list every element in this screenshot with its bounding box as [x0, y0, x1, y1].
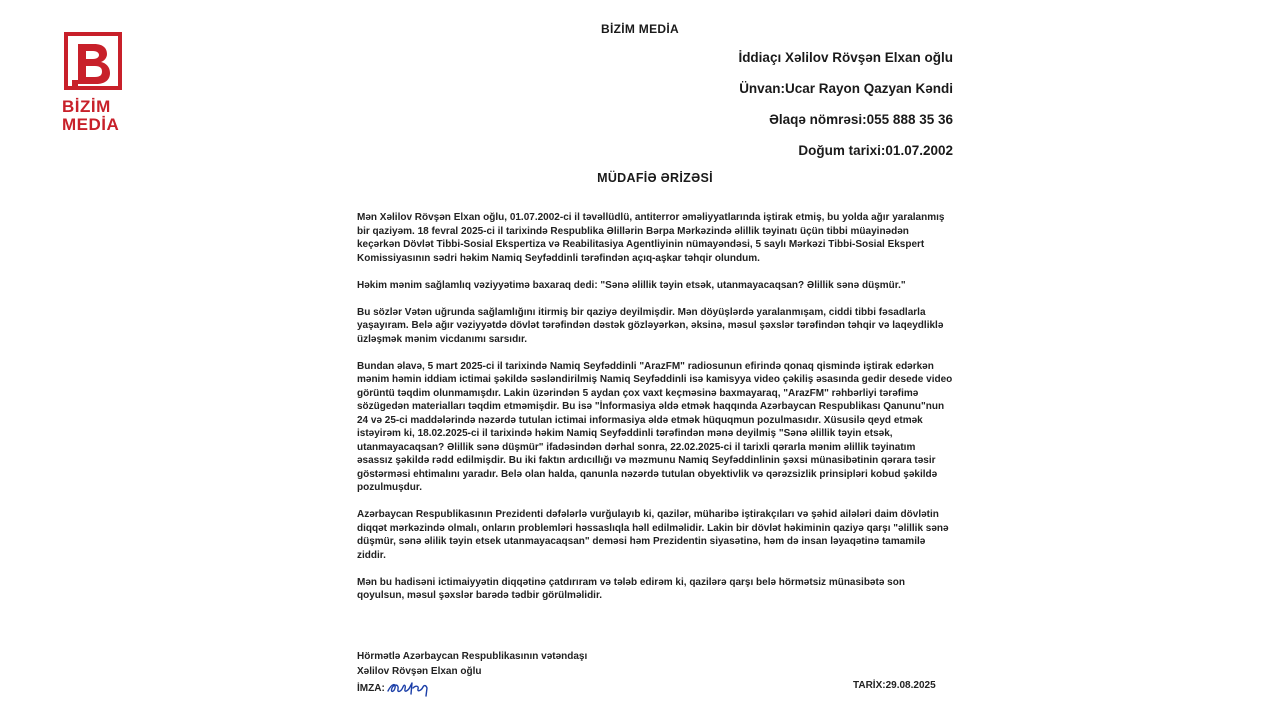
body-paragraph: Azərbaycan Respublikasının Prezidenti dəfələrlə vurğulayıb ki, qazilər, müharibə iştirakçıları və şəhid ailələri daim dövlətin diqqət mərkəzində olmalı, onların problemləri həssaslıqla həll edilməlidir. Lakin bir dövlət həkiminin qaziyə qarşı "əlillik sənə düşmür, sənə əlilik təyin etsek utanmayacaqsan" deməsi həm Prezidentin siyasətinə, həm də insan ləyaqətinə tamamilə ziddir. — [357, 509, 949, 561]
bizim-media-logo — [62, 32, 126, 134]
document-body — [357, 211, 953, 603]
body-paragraph: Mən Xəlilov Rövşən Elxan oğlu, 01.07.2002-ci il təvəllüdlü, antiterror əməliyyatlarında iştirak etmiş, bu yolda ağır yaralanmış bir qaziyəm. 18 fevral 2025-ci il tarixində Respublika Əlillərin Bərpa Mərkəzində əlillik təyinatı üçün tibbi müayinədən keçərkən Dövlət Tibbi-Sosial Ekspertiza və Reabilitasiya Agentliyinin nümayəndəsi, 5 saylı Mərkəzi Tibbi-Sosial Ekspert Komissiyasının sədri həkim Namiq Seyfəddinli tərəfindən açıq-aşkar təhqir olundum. — [357, 212, 945, 264]
body-paragraph: Həkim mənim sağlamlıq vəziyyətimə baxaraq dedi: "Sənə əlillik təyin etsək, utanmayacaqsan? Əlillik sənə düşmür." — [357, 279, 906, 291]
plaintiff-birthdate: Doğum tarixi:01.07.2002 — [798, 143, 953, 158]
document-date: TARİX:29.08.2025 — [853, 680, 936, 691]
document-title: MÜDAFİƏ ƏRİZƏSİ — [597, 171, 713, 185]
handwritten-signature — [386, 679, 430, 697]
signature-label: İMZA: — [357, 682, 385, 694]
body-paragraph: Mən bu hadisəni ictimaiyyətin diqqətinə çatdırıram və tələb edirəm ki, qazilərə qarşı belə hörmətsiz münasibətə son qoyulsun, məsul şəxslər barədə tədbir görülməlidir. — [357, 576, 905, 601]
closing-salutation: Hörmətlə Azərbaycan Respublikasının vətəndaşı — [357, 651, 588, 662]
logo-line2: MEDİA — [62, 115, 120, 134]
document-header-brand: BİZİM MEDİA — [601, 22, 679, 36]
plaintiff-address: Ünvan:Ucar Rayon Qazyan Kəndi — [739, 81, 953, 96]
plaintiff-phone: Əlaqə nömrəsi:055 888 35 36 — [769, 112, 953, 127]
closing-name: Xəlilov Rövşən Elxan oğlu — [357, 666, 482, 677]
logo-line1: BİZİM — [62, 97, 111, 116]
body-paragraph: Bu sözlər Vətən uğrunda sağlamlığını itirmiş bir qaziyə deyilmişdir. Mən döyüşlərdə yaralanmışam, ciddi tibbi fəsadlarla yaşayıram. Belə ağır vəziyyətdə dövlət tərəfindən dəstək gözləyərkən, əksinə, məsul şəxslər tərəfindən təhqir və laqeydliklə üzləşmək mənim vicdanımı sarsıdır. — [357, 306, 944, 345]
plaintiff-info — [357, 50, 953, 174]
plaintiff-name: İddiaçı Xəlilov Rövşən Elxan oğlu — [738, 50, 953, 65]
closing-block — [357, 649, 587, 697]
logo-b-icon — [64, 32, 122, 90]
body-paragraph: Bundan əlavə, 5 mart 2025-ci il tarixində Namiq Seyfəddinli "ArazFM" radiosunun efirində qonaq qismində iştirak edərkən mənim həmin iddiam ictimai şəkildə səsləndirilmiş Namiq Seyfəddinli isə kamisyya video çəkiliş əsasında gedir desede video görüntü təqdim olunmamışdır. Lakin üzərindən 5 aydan çox vaxt keçməsinə baxmayaraq, "ArazFM" rəhbərliyi tərəfimə sözügedən materialları təqdim etməmişdir. Bu isə "İnformasiya əldə etmək haqqında Azərbaycan Respublikası Qanunu"nun 24 və 25-ci maddələrində nəzərdə tutulan ictimai informasiya əldə etmək hüquqmun pozulmasıdır. Xüsusilə qeyd etmək istəyirəm ki, 18.02.2025-ci il tarixində həkim Namiq Seyfəddinli tərəfindən mənə deyilmiş "Sənə əlillik təyin etsək, utanmayacaqsan? Əlillik sənə düşmür" ifadəsindən dərhal sonra, 22.02.2025-ci il tarixli qərarla mənim əlillik təyinatım əsassız şəkildə rədd edilmişdir. Bu iki faktın ardıcıllığı və məzmunu Namiq Seyfəddinlinin şəxsi münasibətinin qərara təsir göstərməsi ehtimalını yaradır. Belə olan halda, qanunla nəzərdə tutulan obyektivlik və qərəzsizlik prinsipləri kobud şəkildə pozulmuşdur. — [357, 360, 953, 493]
petition-document — [357, 22, 953, 616]
